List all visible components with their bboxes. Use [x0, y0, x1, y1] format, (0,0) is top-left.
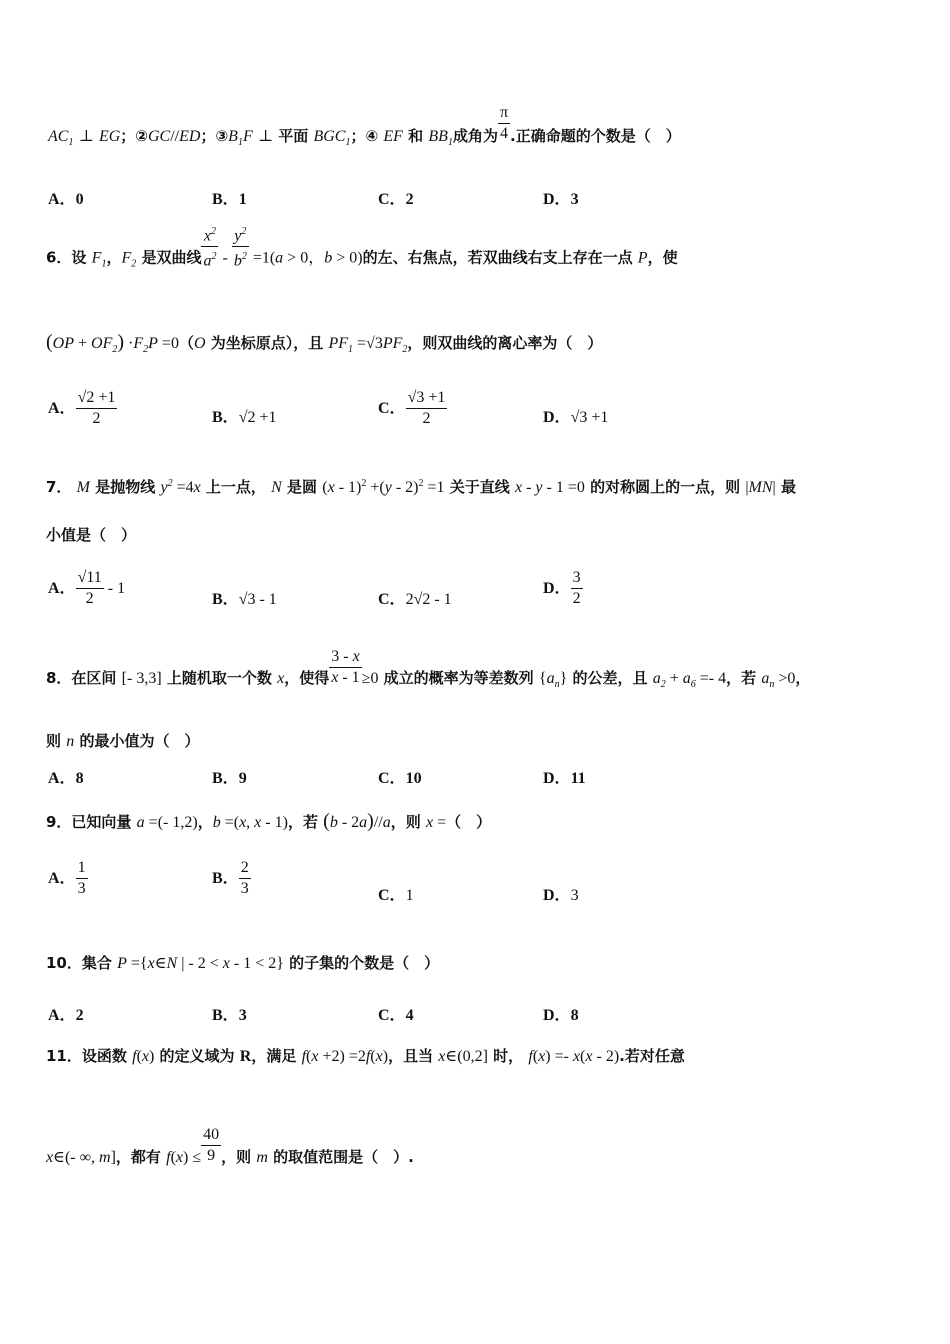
q9-option-c[interactable]: C．1 — [378, 887, 414, 904]
q5-option-c[interactable]: C．2 — [378, 191, 414, 208]
q8-option-a[interactable]: A．8 — [48, 770, 84, 787]
q6-line2: $(OP + OF_2) \cdot F_2P =0(O$ 为坐标原点），且 $PF_1 =√3PF_2$，则双曲线的离心率为（ ） — [46, 331, 603, 355]
q7-line2: 小值是（ ） — [46, 526, 137, 544]
q10-line1: 10．集合 P ={x∈N | - 2 < x - 1 < 2} 的子集的个数是（ ） — [46, 954, 440, 972]
q9-line1: 9．已知向量 a =(- 1,2)，b =(x, x - 1)，若 (b - 2a)//a，则 x =（ ） — [46, 810, 492, 832]
q7-line1: 7． M 是抛物线 $y^2 =4x$ 上一点， N 是圆 (x - 1)$^2$ +(y - 2)$^2$ =1 关于直线 x - y - 1 =0 的对称圆上的一点，则 |MN| 最 — [46, 478, 796, 496]
q6-option-b[interactable]: B．√2 +1 — [212, 409, 277, 426]
q8-option-d[interactable]: D．11 — [543, 770, 586, 787]
q6-option-d[interactable]: D．√3 +1 — [543, 409, 609, 426]
q8-line1: 8．在区间 [- 3,3] 上随机取一个数 x，使得 $\frac{3 - x}{x - 1}$ ≥0 成立的概率为等差数列 $\{a_n\}$ 的公差，且 $a_2 + a_6 =- 4$，若 $a_n >0$， — [46, 648, 811, 690]
q6-line1: 6．设 $F_1$，$F_2$ 是双曲线 $\frac{x^2}{a^2}$ - $\frac{y^2}{b^2}$ =1(a > 0，b > 0)的左、右焦点，若双曲线右支上存在一点 P，使 — [46, 244, 678, 274]
q10-option-d[interactable]: D．8 — [543, 1007, 579, 1024]
q9-option-b[interactable]: B． $\frac{2}{3}$ — [212, 859, 249, 897]
q9-option-a[interactable]: A． $\frac{1}{3}$ — [48, 859, 86, 897]
q7-option-a[interactable]: A． $\frac{√11}{2}$ - 1 — [48, 569, 126, 607]
q5-frac-num: π — [498, 103, 510, 124]
q5-frac-den: 4 — [499, 125, 508, 142]
q11-line2: x∈(- ∞, m]，都有 f(x) ≤ $\frac{40}{9}$ ，则 m 的取值范围是（ ）. — [46, 1126, 414, 1166]
q6-option-c[interactable]: C． $\frac{√3 +1}{2}$ — [378, 389, 446, 427]
q7-option-c[interactable]: C．2√2 - 1 — [378, 591, 452, 608]
q5-statement: $AC_1$ ⊥ EG；②GC//ED；$③B_1F$ ⊥ 平面 $BGC_1$；④ EF 和 $BB_1$成角为 $\frac{\pi}{4}$ .正确命题的个数是（ ） — [48, 104, 681, 148]
q9-option-d[interactable]: D．3 — [543, 887, 579, 904]
q11-line1: 11．设函数 f(x) 的定义域为 R，满足 f(x +2) =2f(x)，且当 x∈(0,2] 时， f(x) =- x(x - 2).若对任意 — [46, 1047, 685, 1065]
q8-option-c[interactable]: C．10 — [378, 770, 422, 787]
q10-option-c[interactable]: C．4 — [378, 1007, 414, 1024]
q8-line2: 则 n 的最小值为（ ） — [46, 732, 200, 750]
q5-option-a[interactable]: A．0 — [48, 191, 84, 208]
q10-option-a[interactable]: A．2 — [48, 1007, 84, 1024]
q8-option-b[interactable]: B．9 — [212, 770, 247, 787]
q5-option-b[interactable]: B．1 — [212, 191, 247, 208]
q6-option-a[interactable]: A． $\frac{√2 +1}{2}$ — [48, 389, 116, 427]
q7-option-d[interactable]: D． $\frac{3}{2}$ — [543, 569, 581, 607]
q5-option-d[interactable]: D．3 — [543, 191, 579, 208]
q10-option-b[interactable]: B．3 — [212, 1007, 247, 1024]
q7-option-b[interactable]: B．√3 - 1 — [212, 591, 277, 608]
